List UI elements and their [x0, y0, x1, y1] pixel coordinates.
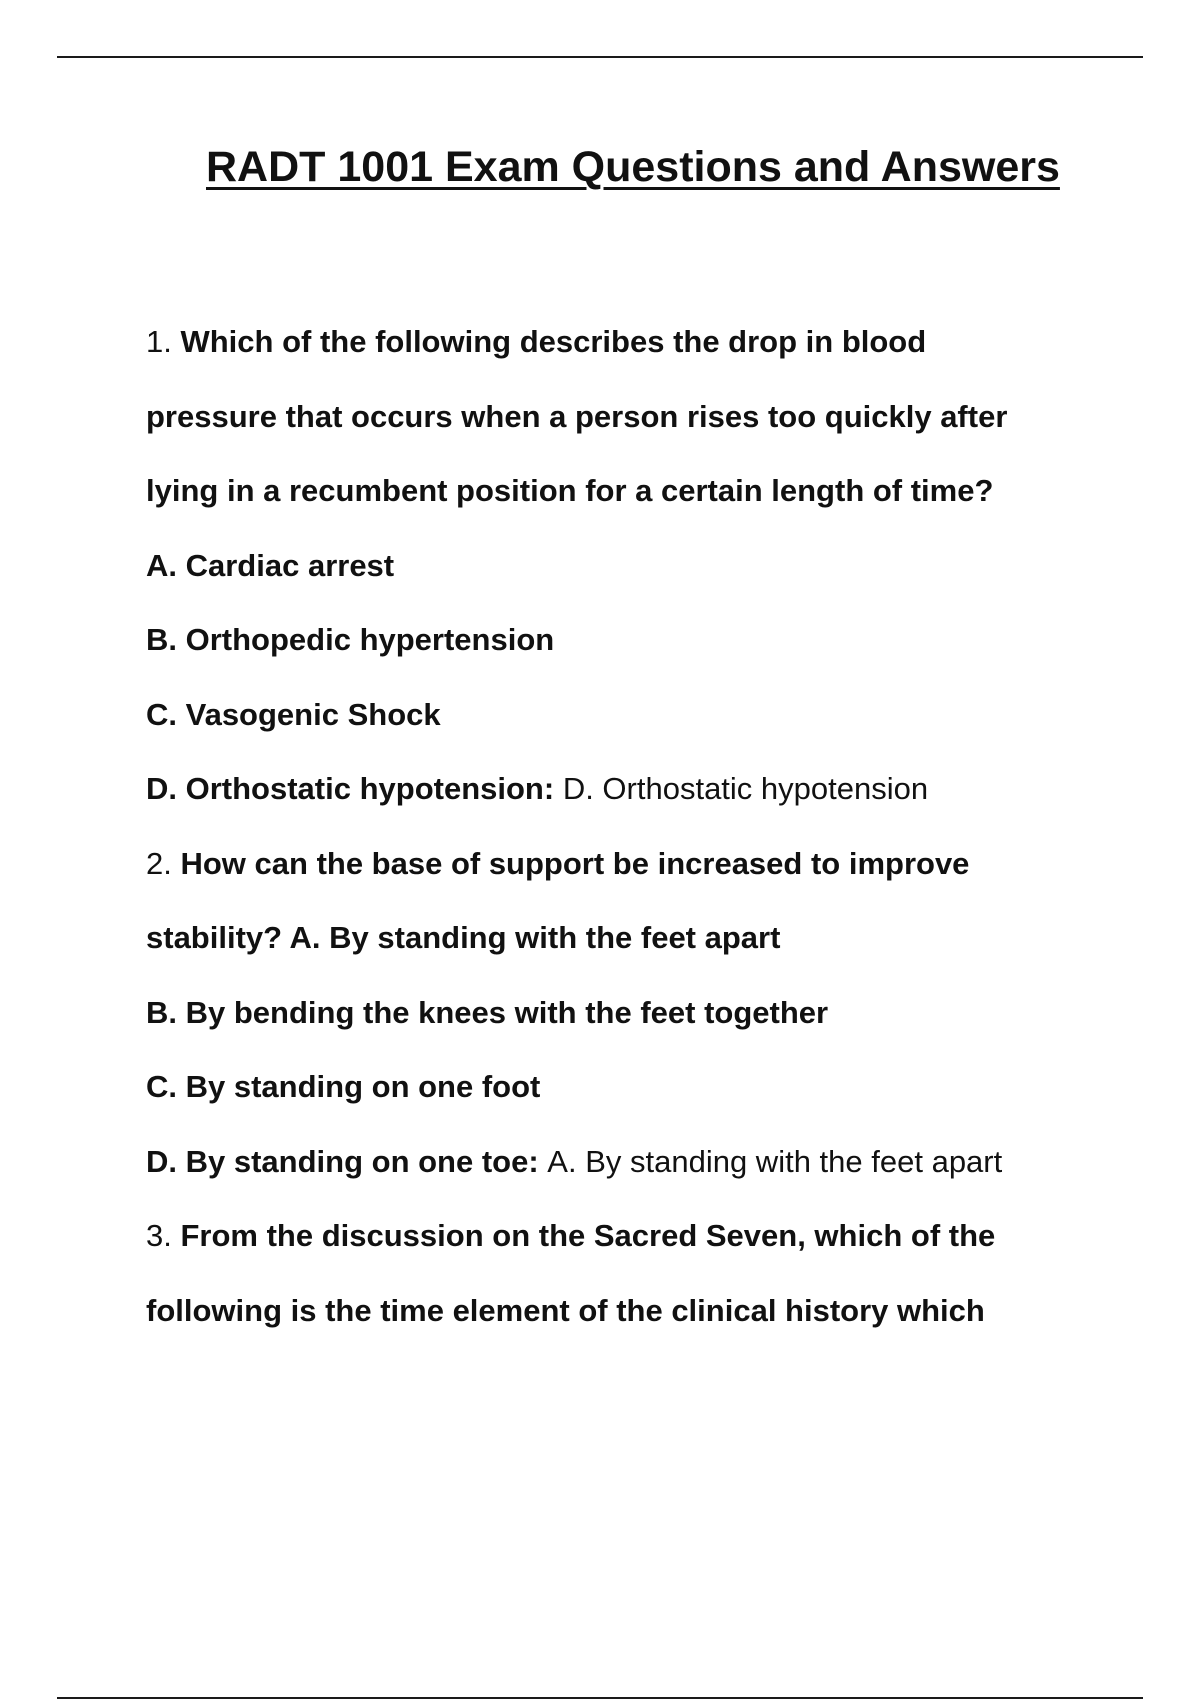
question-3-text-line-2: following is the time element of the clinical history which [146, 1292, 985, 1328]
question-1-text-line-2: pressure that occurs when a person rises too quickly after [146, 398, 1008, 434]
question-1-text-line-3: lying in a recumbent position for a certain length of time? [146, 473, 994, 508]
question-1-line-2 [146, 391, 1106, 466]
question-3-line-2 [146, 1285, 1106, 1360]
question-2-line-1 [146, 838, 1106, 913]
question-3-line-1 [146, 1210, 1106, 1285]
question-1-option-d-row [146, 763, 1106, 838]
question-1-line-3 [146, 465, 1106, 540]
question-2-text-line-1: How can the base of support be increased to improve [180, 845, 970, 881]
question-1-text-line-1: Which of the following describes the drop in blood [180, 324, 927, 359]
bottom-divider [57, 1697, 1143, 1699]
question-1-line-1 [146, 316, 1106, 391]
question-list [146, 316, 1106, 1359]
question-2-text-line-2: stability? A. By standing with the feet apart [146, 920, 781, 955]
question-1-option-b: B. Orthopedic hypertension [146, 622, 555, 657]
question-2-line-2 [146, 912, 1106, 987]
question-1-option-a: A. Cardiac arrest [146, 547, 395, 583]
question-1-option-d: D. Orthostatic hypotension: [146, 771, 555, 806]
page-title: RADT 1001 Exam Questions and Answers [206, 143, 1060, 191]
question-2-option-d: D. By standing on one toe: [146, 1143, 539, 1179]
question-1-number: 1. [146, 324, 172, 359]
question-3-text-line-1: From the discussion on the Sacred Seven, which of the [180, 1218, 996, 1253]
question-2-number: 2. [146, 845, 172, 881]
question-1-option-c: C. Vasogenic Shock [146, 696, 441, 732]
question-2-option-b: B. By bending the knees with the feet together [146, 994, 829, 1030]
question-2-option-c: C. By standing on one foot [146, 1069, 541, 1104]
top-divider [57, 56, 1143, 58]
question-2-option-d-row [146, 1136, 1106, 1211]
question-2-answer: A. By standing with the feet apart [547, 1143, 1003, 1179]
question-1-answer: D. Orthostatic hypotension [562, 771, 929, 806]
question-3-number: 3. [146, 1218, 172, 1253]
